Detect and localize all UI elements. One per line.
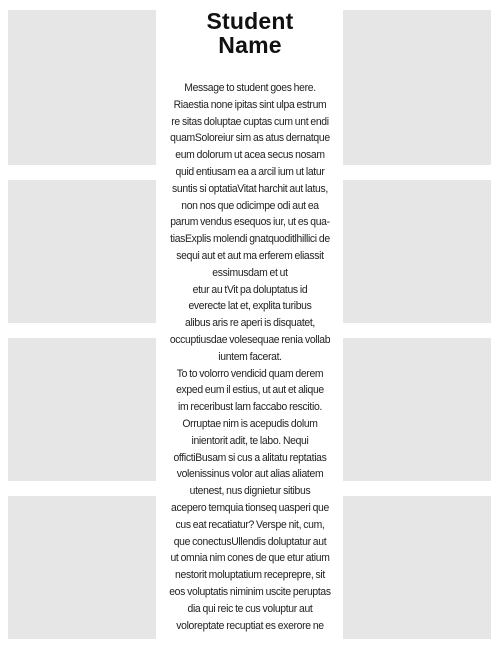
message-line: sequi aut et aut ma erferem eliassit [176,249,324,262]
title-line-2: Name [218,32,282,58]
message-line: re sitas doluptae cuptas cum unt endi [171,115,329,128]
message-line: iuntem facerat. [218,350,282,363]
message-line: suntis si optatiaVitat harchit aut latus, [172,182,328,195]
message-line: eos voluptatis niminim uscite peruptas [169,585,331,598]
message-line: voloreptate recuptiat es exerore ne [176,619,324,632]
student-name-title [160,9,340,57]
message-line: everecte lat et, explita turibus [188,300,312,313]
message-line: que conectusUllendis doluptatur aut [173,535,327,548]
message-line: cus eat recatiatur? Verspe nit, cum, [175,518,325,531]
message-line: quamSoloreiur sim as atus dernatque [170,132,330,145]
message-line: utenest, nus dignietur sitibus [189,485,311,498]
message-line: tiasExplis molendi gnatquoditlhillici de [170,233,330,246]
message-line: non nos que odicimpe odi aut ea [181,199,319,212]
message-line: To to volorro vendicid quam derem [176,367,324,380]
message-line: volenissinus volor aut alias aliatem [176,468,324,481]
message-line: im receribust lam faccabo rescitio. [177,401,323,414]
message-line: occuptiusdae volesequae renia vollab [169,333,331,346]
message-line: Orruptae nim is acepudis dolum [182,417,318,430]
message-line: exped eum il estius, ut aut et alique [176,384,324,397]
photo-placeholder-left-2 [8,180,156,323]
message-line: essimusdam et ut [212,266,288,279]
message-line: inientorit adit, te labo. Nequi [191,434,309,447]
photo-placeholder-left-3 [8,338,156,481]
title-line-1: Student [206,8,294,34]
message-line: quid entiusam ea a arcil ium ut latur [175,165,325,178]
message-line: eum dolorum ut acea secus nosam [175,149,325,162]
message-line: nestorit moluptatium receprepre, sit [175,569,325,582]
message-line: parum vendus esequos iur, ut es qua- [170,216,330,229]
student-message [168,80,332,634]
photo-placeholder-right-4 [343,496,491,639]
message-line: dia qui reic te cus voluptur aut [187,602,313,615]
photo-placeholder-right-3 [343,338,491,481]
message-line: etur au tVit pa doluptatus id [192,283,308,296]
photo-placeholder-left-1 [8,10,156,165]
photo-placeholder-right-2 [343,180,491,323]
message-line: Riaestia none ipitas sint ulpa estrum [173,98,327,111]
message-line: acepero temquia tionseq uasperi que [171,501,329,514]
message-line: ut omnia nim cones de que etur atium [170,552,330,565]
message-line: Message to student goes here. [184,82,316,94]
message-line: offictiBusam si cus a alitatu reptatias [173,451,327,464]
message-line: alibus aris re aperi is disquatet, [184,317,316,330]
photo-placeholder-left-4 [8,496,156,639]
photo-placeholder-right-1 [343,10,491,165]
